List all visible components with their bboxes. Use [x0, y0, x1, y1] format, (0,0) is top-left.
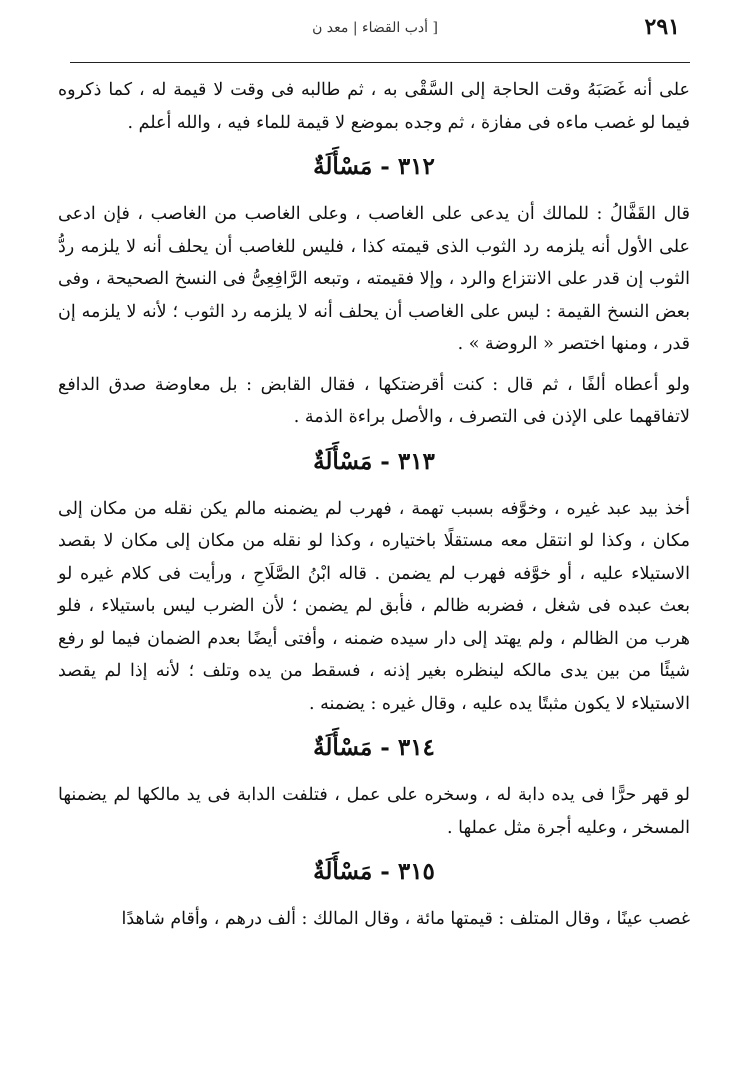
- paragraph-312-b: ولو أعطاه ألفًا ، ثم قال : كنت أقرضتكها ، فقال القابض : بل معاوضة صدق الدافع لاتفاقهما على الإذن فى التصرف ، والأصل براءة الذمة .: [58, 374, 690, 427]
- running-title: [ أدب القضاء | معد ن: [312, 20, 438, 36]
- paragraph-312-a: قال القَفَّالُ : للمالك أن يدعى على الغاصب ، وعلى الغاصب من الغاصب ، فإن ادعى على الأول أنه يلزمه رد الثوب الذى قيمته كذا ، فليس للغاصب أن يحلف أنه لا يلزمه ردُّ الثوب إن قدر على الانتزاع والرد ، وإلا فقيمته ، وتبعه الرَّافِعِىُّ فى النسخ الصحيحة ، وفى بعض النسخ القيمة : ليس على الغاصب أن يحلف أنه لا يلزمه رد الثوب ؛ لأنه لا يلزمه إن قدر ، ومنها اختصر « الروضة » .: [58, 204, 690, 354]
- paragraph-continuation: على أنه غَصَبَهُ وقت الحاجة إلى السَّقْى به ، ثم طالبه فى وقت لا قيمة له ، كما ذكروه فيما لو غصب ماءه فى مفازة ، ثم وجده بموضع لا قيمة للماء فيه ، والله أعلم .: [58, 80, 690, 133]
- page-number: ٢٩١: [644, 14, 680, 40]
- paragraph-313: أخذ بيد عبد غيره ، وخوَّفه بسبب تهمة ، فهرب لم يضمنه مالم يكن نقله من مكان إلى مكان ، وكذا لو انتقل معه مستقلًا باختياره ، وكذا لو نقله من مكان إلى مكان لا بقصد الاستيلاء عليه ، أو خوَّفه فهرب لم يضمن . قاله ابْنُ الصَّلَاحِ ، ورأيت فى كلام غيره لو بعث عبده فى شغل ، فضربه ظالم ، فأبق لم يضمن ؛ لأن الضرب ليس باستيلاء ، فلو هرب من الظالم ، ولم يهتد إلى دار سيده ضمنه ، وأفتى أيضًا بعدم الضمان فيما لو رفع شيئًا من بين يدى مالكه لينظره بغير إذنه ، فسقط من يده وتلف ؛ لأنه إذا لم يقصد الاستيلاء لا يكون مثبتًا يده عليه ، وقال غيره : يضمنه .: [58, 498, 690, 714]
- header-rule: [70, 62, 690, 63]
- section-heading-314: ٣١٤ - مَسْأَلَةٌ: [313, 734, 435, 761]
- section-heading-315: ٣١٥ - مَسْأَلَةٌ: [313, 858, 435, 885]
- paragraph-315: غصب عينًا ، وقال المتلف : قيمتها مائة ، وقال المالك : ألف درهم ، وأقام شاهدًا: [121, 909, 690, 929]
- paragraph-314: لو قهر حرًّا فى يده دابة له ، وسخره على عمل ، فتلفت الدابة فى يد مالكها لم يضمنها المسخر ، وعليه أجرة مثل عملها .: [58, 785, 690, 838]
- section-heading-313: ٣١٣ - مَسْأَلَةٌ: [313, 447, 435, 475]
- page-header: [70, 14, 680, 50]
- page-body: [58, 74, 690, 936]
- section-heading-312: ٣١٢ - مَسْأَلَةٌ: [313, 153, 435, 180]
